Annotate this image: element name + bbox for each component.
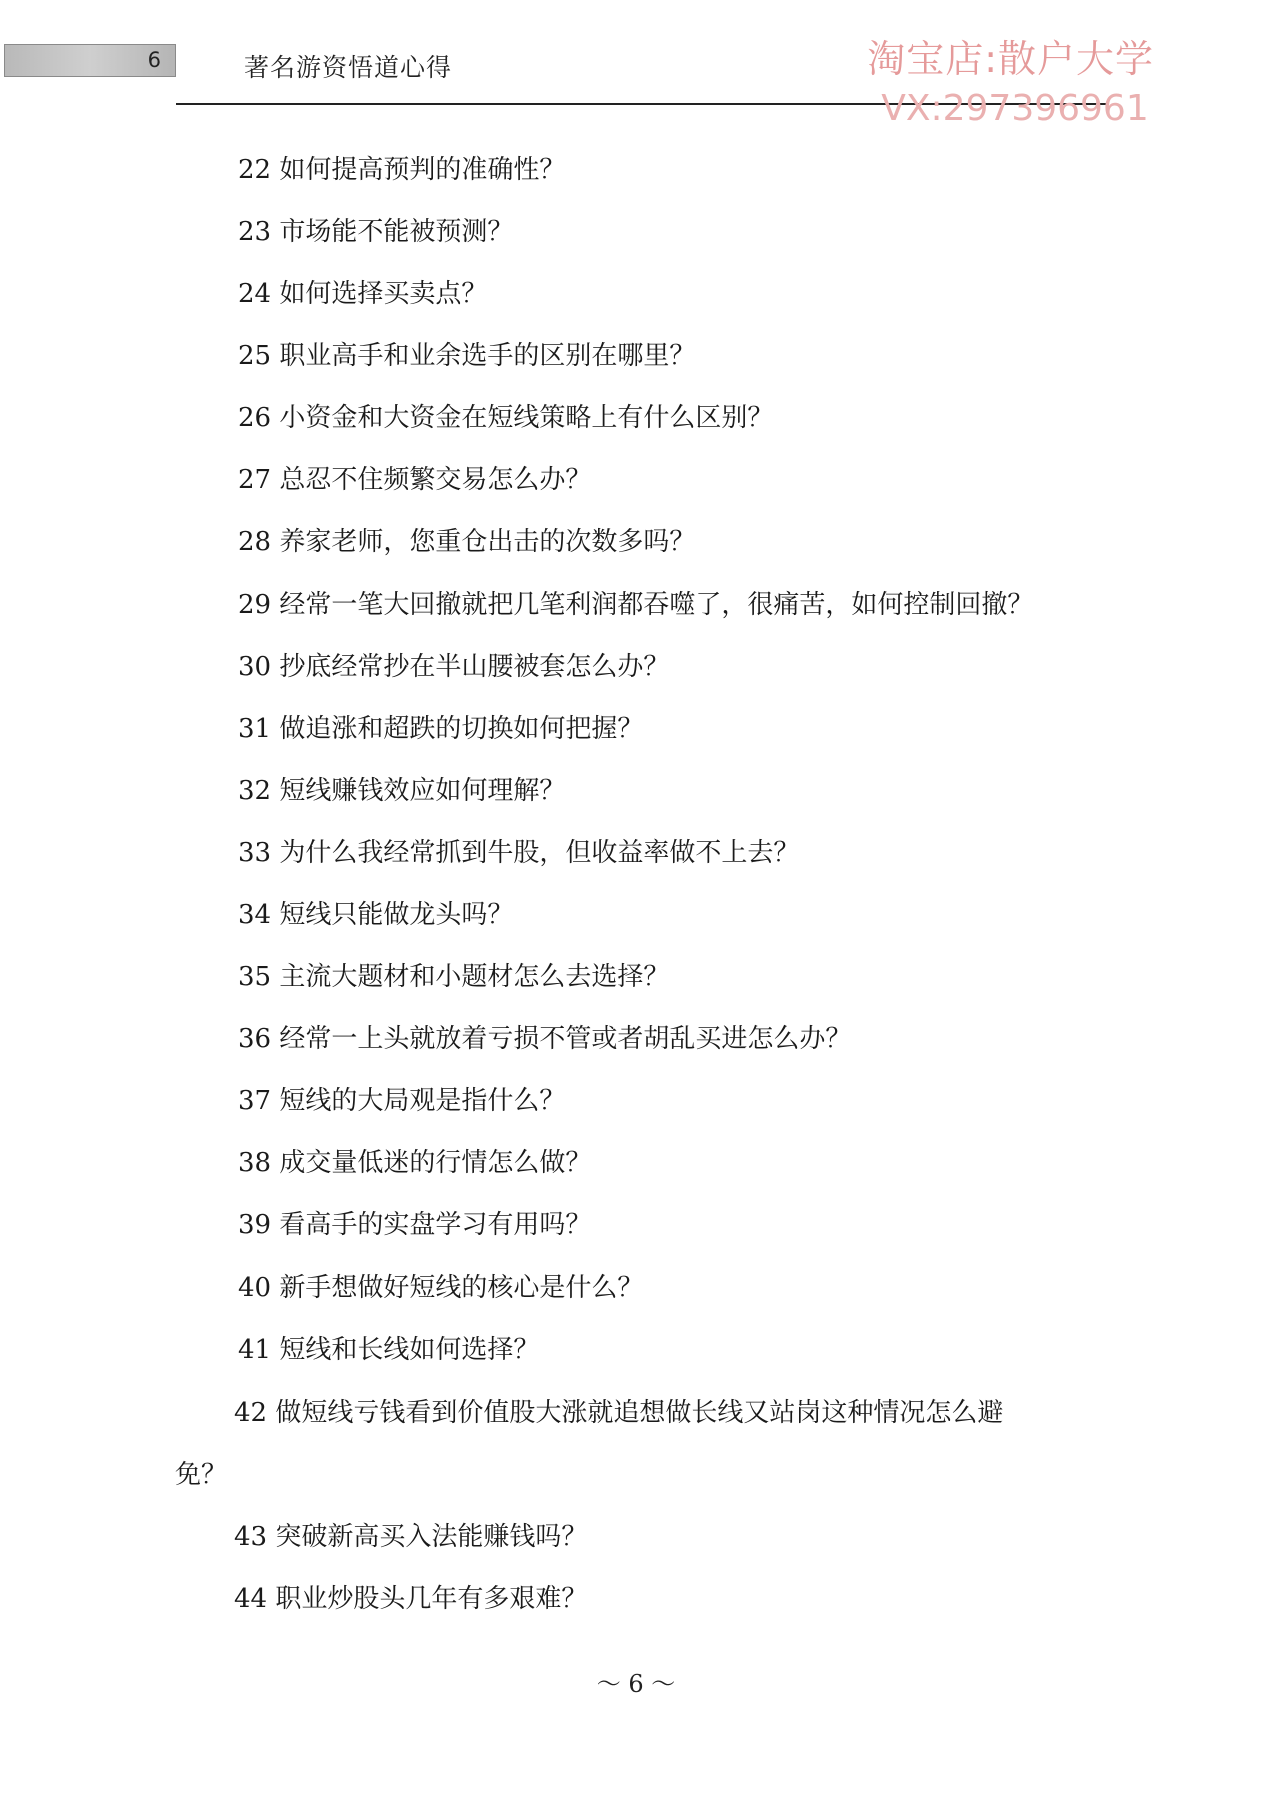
question-item: 37 短线的大局观是指什么？ bbox=[238, 1086, 566, 1116]
question-item: 26 小资金和大资金在短线策略上有什么区别？ bbox=[238, 403, 774, 433]
question-item-wrapped bbox=[175, 1395, 1114, 1490]
question-line-1: 42 做短线亏钱看到价值股大涨就追想做长线又站岗这种情况怎么避 bbox=[234, 1398, 1004, 1428]
watermark-line-1: 淘宝店:散户大学 bbox=[867, 37, 1154, 81]
header-page-number-box bbox=[4, 44, 176, 77]
header-page-number: 6 bbox=[147, 48, 161, 72]
question-item: 43 突破新高买入法能赚钱吗？ bbox=[234, 1522, 588, 1552]
question-item: 34 短线只能做龙头吗？ bbox=[238, 900, 514, 930]
question-item: 28 养家老师，您重仓出击的次数多吗？ bbox=[238, 527, 696, 557]
watermark-line-2: VX:297396961 bbox=[881, 88, 1149, 129]
question-item: 40 新手想做好短线的核心是什么？ bbox=[238, 1273, 644, 1303]
question-item: 38 成交量低迷的行情怎么做？ bbox=[238, 1148, 592, 1178]
question-item: 31 做追涨和超跌的切换如何把握？ bbox=[238, 714, 644, 744]
question-item: 29 经常一笔大回撤就把几笔利润都吞噬了，很痛苦，如何控制回撤？ bbox=[238, 590, 1034, 620]
question-item: 32 短线赚钱效应如何理解？ bbox=[238, 776, 566, 806]
question-item: 25 职业高手和业余选手的区别在哪里？ bbox=[238, 341, 696, 371]
question-item: 23 市场能不能被预测？ bbox=[238, 217, 514, 247]
question-item: 33 为什么我经常抓到牛股，但收益率做不上去？ bbox=[238, 838, 800, 868]
question-item: 35 主流大题材和小题材怎么去选择？ bbox=[238, 962, 670, 992]
question-item: 39 看高手的实盘学习有用吗？ bbox=[238, 1210, 592, 1240]
header-title: 著名游资悟道心得 bbox=[244, 53, 453, 82]
question-line-2: 免？ bbox=[175, 1460, 228, 1490]
question-item: 41 短线和长线如何选择？ bbox=[238, 1335, 540, 1365]
question-item: 44 职业炒股头几年有多艰难？ bbox=[234, 1584, 588, 1614]
watermark bbox=[867, 34, 1154, 134]
question-item: 30 抄底经常抄在半山腰被套怎么办？ bbox=[238, 652, 670, 682]
question-item: 36 经常一上头就放着亏损不管或者胡乱买进怎么办？ bbox=[238, 1024, 852, 1054]
question-item: 27 总忍不住频繁交易怎么办？ bbox=[238, 465, 592, 495]
question-item: 22 如何提高预判的准确性？ bbox=[238, 155, 566, 185]
footer-page-number: ～ 6 ～ bbox=[596, 1670, 676, 1698]
question-item: 24 如何选择买卖点？ bbox=[238, 279, 488, 309]
